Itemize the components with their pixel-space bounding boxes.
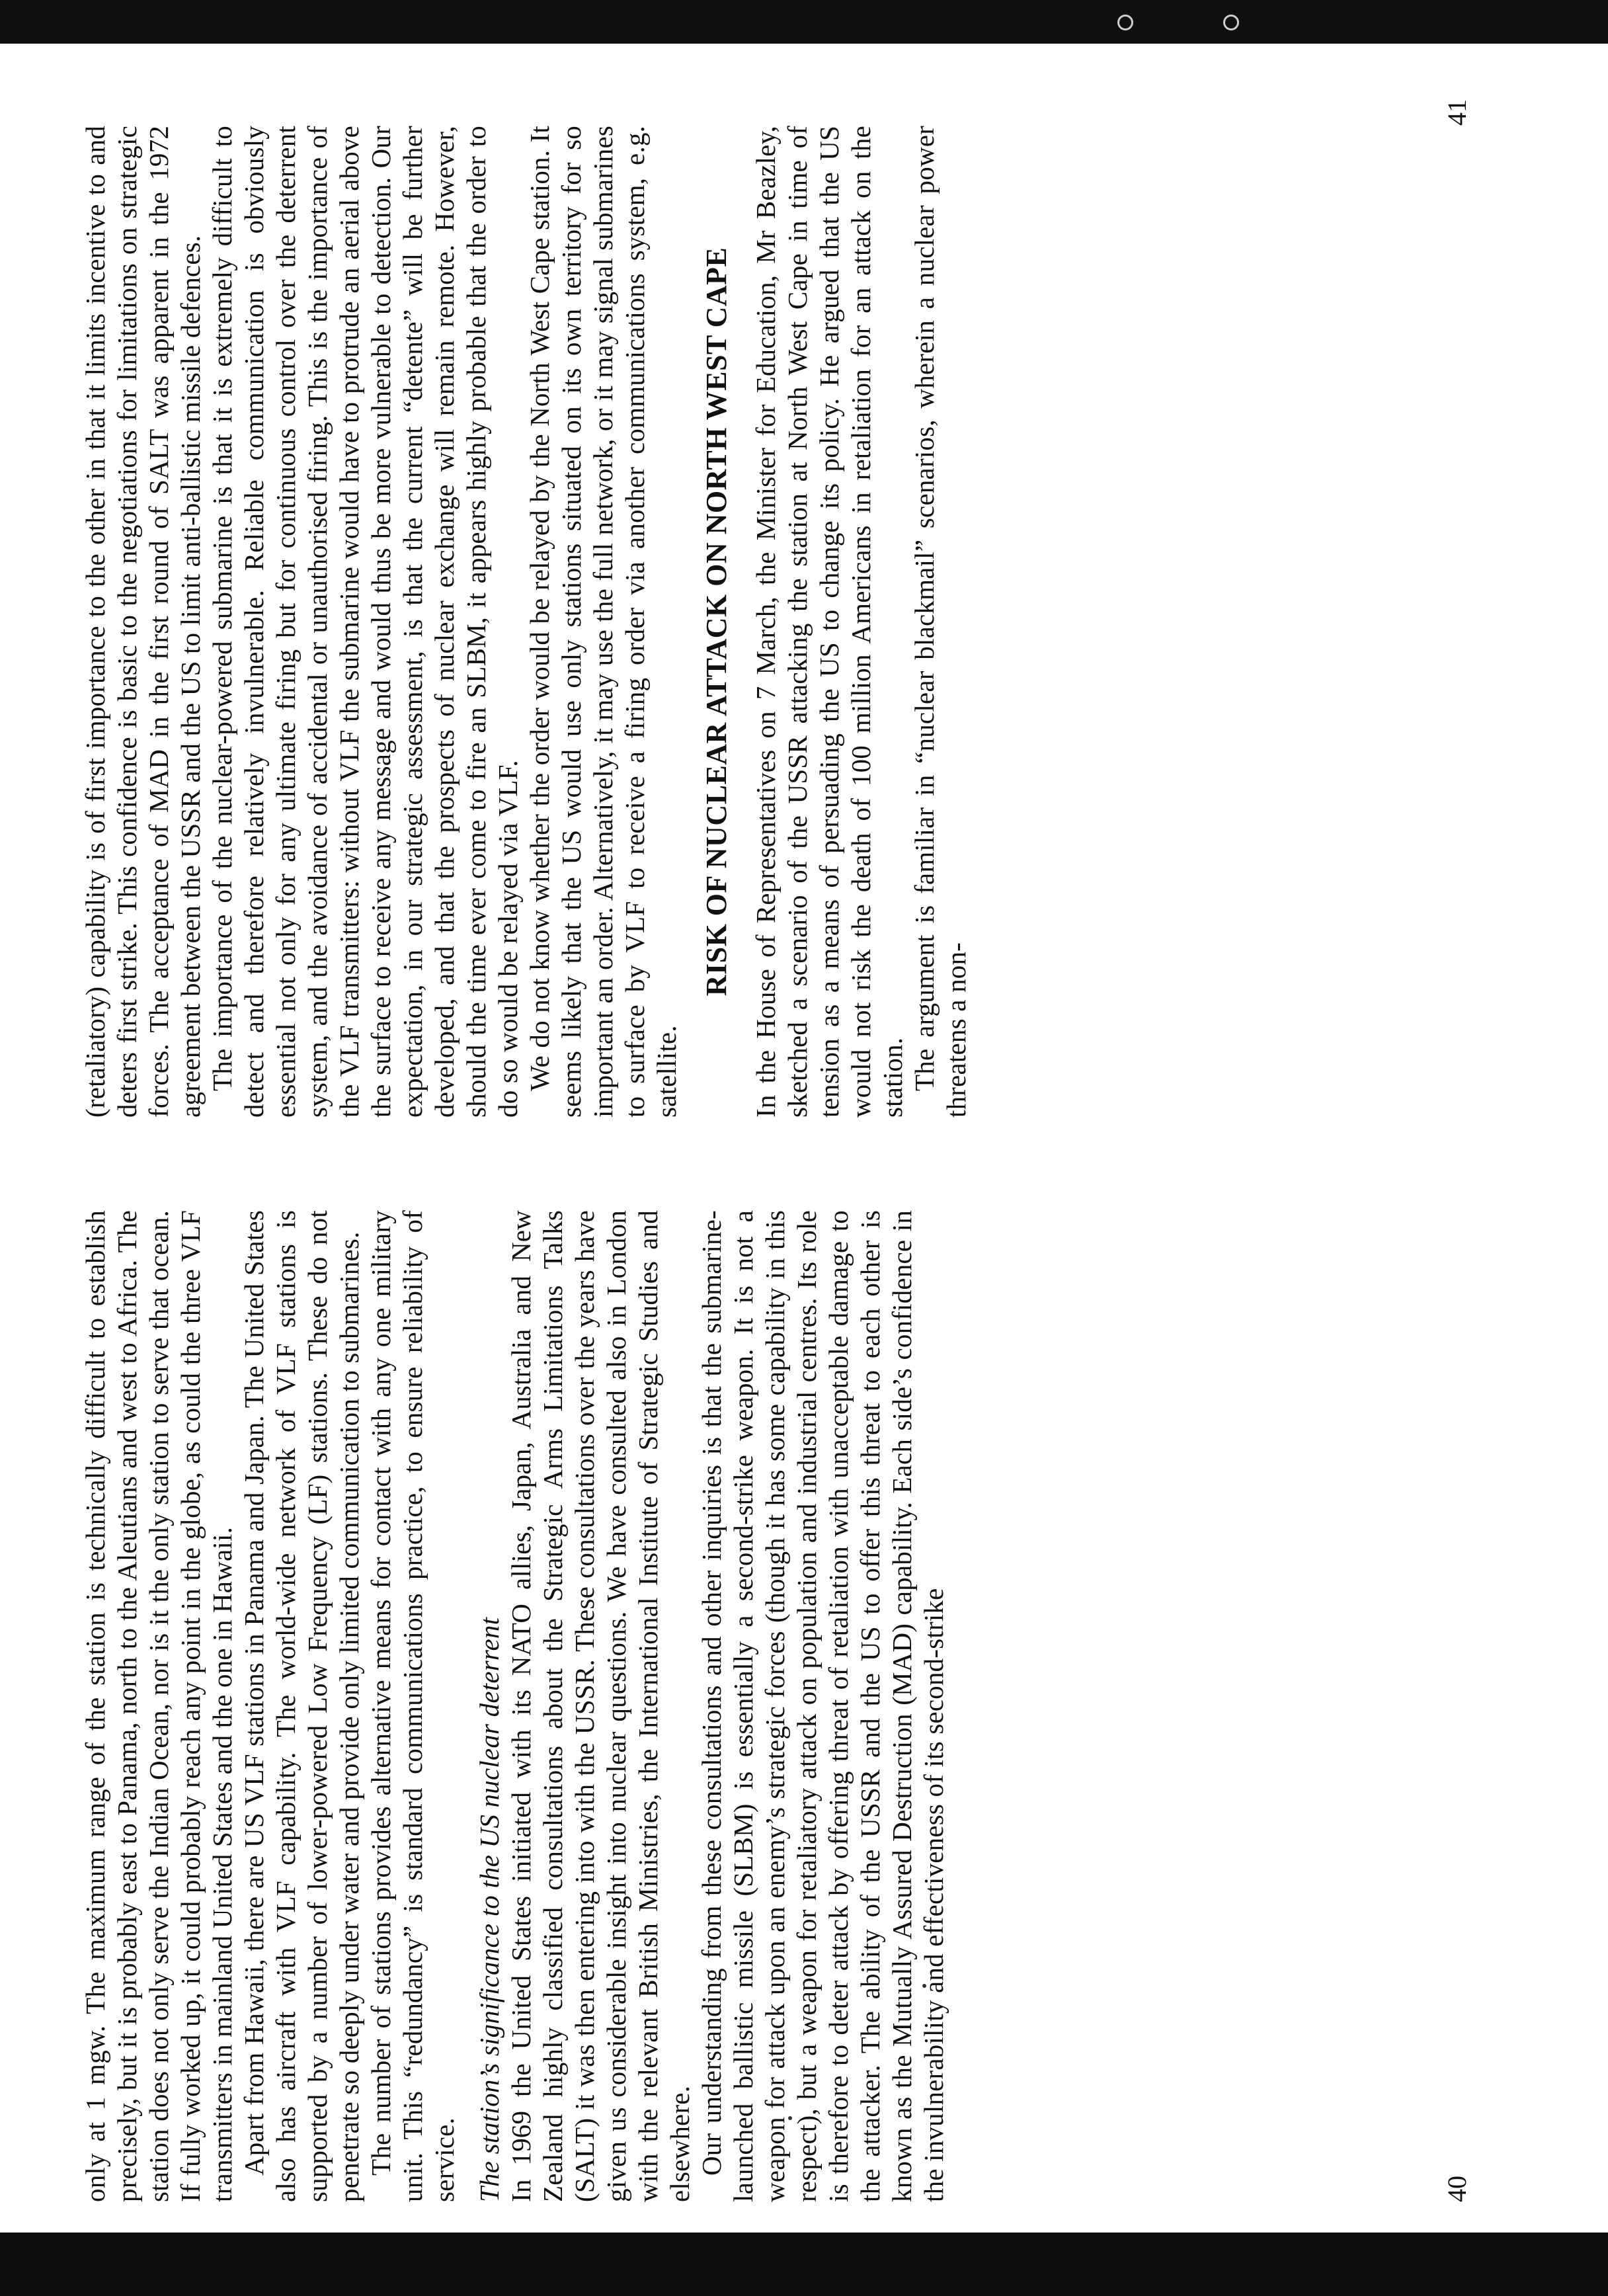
right-page [79,99,1534,1118]
scan-border-bottom [0,2233,1608,2296]
right-page-text-column [79,126,972,1118]
paragraph: Apart from Hawaii, there are US VLF stations in Panama and Japan. The United States also has aircraft with VLF capability. The world-wide network of VLF stations is supported by a number of lower-powered Low Frequency (LF) stations. These do not penetrate so deeply under water and provide only limited communication to submarines. [239,1210,364,2202]
paragraph: Our understanding from these consultations and other inquiries is that the submarine-launched ballistic missile (SLBM) is essentially a second-strike weapon. It is not a weapon for attack upon an enemy’s strategic forces (though it has some capability in this respect), but a weapon for retaliatory attack on population and industrial centres. Its role is therefore to deter attack by offering threat of retaliation with unacceptable damage to the attacker. The ability of the USSR and the US to offer this threat to each other is known as the Mutually Assured Destruction (MAD) capability. Each side’s confidence in the invulnerability and effectiveness of its second-strike [696,1210,949,2202]
rotated-book-spread [79,99,1534,2202]
paragraph: In the House of Representatives on 7 March, the Minister for Education, Mr Beazley, sketched a scenario of the USSR attacking the station at North West Cape in time of tension as a means of persuading the US to change its policy. He argued that the US would not risk the death of 100 million Americans in retaliation for an attack on the station. [750,126,908,1118]
paragraph: We do not know whether the order would be relayed by the North West Cape station. It seems likely that the US would use only stations situated on its own territory for so important an order. Alternatively, it may use the full network, or it may signal submarines to surface by VLF to receive a firing order via another communications system, e.g. satellite. [524,126,682,1118]
page-number: 41 [1442,99,1472,126]
scan-speck [1223,15,1239,30]
paragraph: (retaliatory) capability is of first importance to the other in that it limits incentive to and deters first strike. This confidence is basic to the negotiations for limitations on strategic forces. The acceptance of MAD in the first round of SALT was apparent in the 1972 agreement between the USSR and the US to limit anti-ballistic missile defences. [80,126,206,1118]
left-page-text-column [79,1210,949,2202]
paragraph: only at 1 mgw. The maximum range of the station is technically difficult to establish precisely, but it is probably east to Panama, north to the Aleutians and west to Africa. The station does not only serve the Indian Ocean, nor is it the only station to serve that ocean. If fully worked up, it could probably reach any point in the globe, as could the three VLF transmitters in mainland United States and the one in Hawaii. [80,1210,237,2202]
paragraph: The argument is familiar in “nuclear blackmail” scenarios, wherein a nuclear power threatens a non- [909,126,971,1118]
paragraph: In 1969 the United States initiated with its NATO allies, Japan, Australia and New Zealand highly classified consultations about the Strategic Arms Limitations Talks (SALT) it was then entering into with the USSR. These consultations over the years have given us considerable insight into nuclear questions. We have consulted also in London with the relevant British Ministries, the International Institute of Strategic Studies and elsewhere. [506,1210,695,2202]
page-number: 40 [1442,2176,1472,2202]
scan-border-top [0,0,1608,44]
paragraph: The importance of the nuclear-powered submarine is that it is extremely difficult to detect and therefore relatively invulnerable. Reliable communication is obviously essential not only for any ultimate firing but for continuous control over the deterrent system, and the avoidance of accidental or unauthorised firing. This is the importance of the VLF transmitters: without VLF the submarine would have to protrude an aerial above the surface to receive any message and would thus be more vulnerable to detection. Our expectation, in our strategic assessment, is that the current “detente” will be further developed, and that the prospects of nuclear exchange will remain remote. However, should the time ever come to fire an SLBM, it appears highly probable that the order to do so would be relayed via VLF. [207,126,523,1118]
subheading: The station’s significance to the US nuclear deterrent [474,1617,504,2202]
paragraph: The number of stations provides alternative means for contact with any one military unit. This “redundancy” is standard communications practice, to ensure reliability of service. [366,1210,460,2202]
section-title: RISK OF NUCLEAR ATTACK ON NORTH WEST CAPE [700,247,733,997]
left-page [79,1197,1534,2202]
scan-speck [1117,15,1133,30]
